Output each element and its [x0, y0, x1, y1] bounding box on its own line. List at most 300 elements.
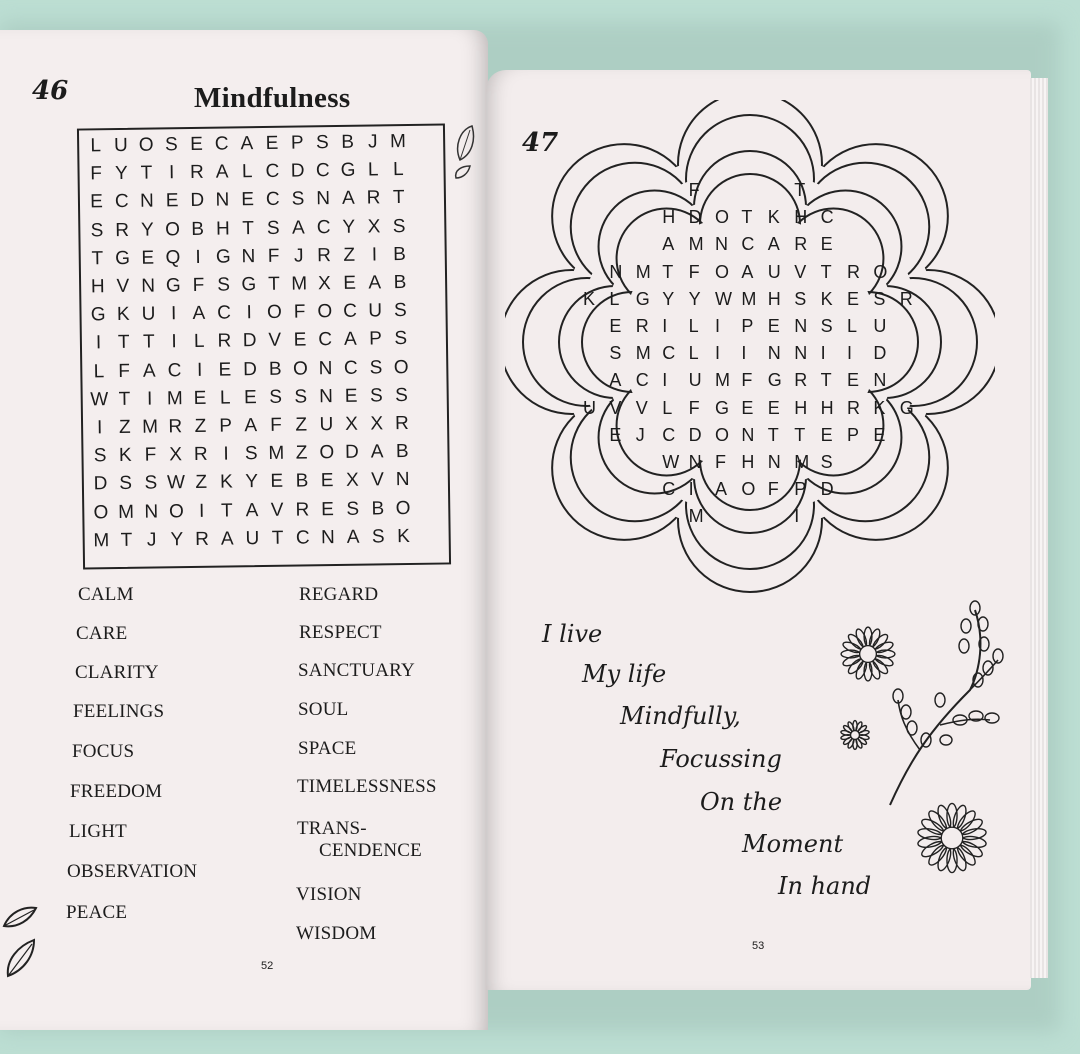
grid-letter: L	[367, 159, 379, 181]
grid-letter: E	[321, 498, 335, 520]
flower-letter: K	[583, 288, 596, 309]
word-list-item: PEACE	[66, 902, 128, 923]
grid-letter: E	[141, 247, 155, 269]
grid-letter: S	[291, 188, 305, 210]
grid-letter: D	[243, 358, 258, 380]
grid-letter: F	[267, 245, 280, 267]
flower-letter: S	[794, 288, 807, 309]
flower-letter: D	[688, 207, 702, 228]
grid-letter: T	[140, 162, 153, 184]
flower-letter: R	[847, 261, 860, 282]
flower-letter: N	[873, 370, 887, 391]
grid-letter: W	[166, 472, 186, 494]
grid-letter: T	[117, 332, 130, 354]
grid-letter: E	[344, 385, 358, 407]
grid-letter: L	[90, 135, 102, 157]
grid-letter: I	[223, 443, 229, 465]
grid-letter: Y	[170, 528, 184, 551]
grid-letter: K	[397, 525, 410, 547]
grid-letter: G	[340, 159, 356, 182]
grid-letter: L	[392, 159, 404, 181]
flower-letter: C	[662, 424, 676, 445]
grid-letter: N	[395, 469, 410, 491]
grid-letter: I	[168, 162, 175, 184]
flower-letter: N	[794, 343, 808, 364]
grid-letter: S	[371, 526, 385, 548]
flower-letter: D	[688, 424, 702, 445]
grid-letter: C	[316, 216, 331, 238]
grid-letter: H	[90, 276, 105, 298]
grid-letter: S	[393, 300, 407, 322]
grid-letter: V	[270, 499, 284, 521]
word-list-item: FREEDOM	[70, 781, 163, 802]
grid-letter: X	[345, 470, 359, 492]
grid-letter: S	[164, 134, 178, 156]
grid-letter: C	[318, 329, 333, 351]
grid-letter: A	[192, 303, 206, 325]
grid-letter: O	[317, 301, 333, 323]
grid-letter: T	[91, 248, 104, 270]
word-list-item: FEELINGS	[73, 701, 165, 722]
grid-letter: M	[142, 416, 159, 438]
grid-letter: E	[265, 132, 279, 154]
grid-letter: C	[295, 527, 310, 549]
flower-letter: M	[715, 370, 730, 391]
grid-row	[85, 270, 413, 301]
grid-letter: B	[393, 272, 407, 294]
grid-letter: T	[271, 527, 284, 549]
grid-letter: Y	[114, 163, 128, 185]
flower-letter: F	[741, 370, 753, 391]
grid-letter: S	[369, 356, 383, 379]
grid-letter: T	[392, 187, 405, 209]
flower-letter: H	[794, 397, 808, 418]
flower-letter: F	[715, 452, 726, 472]
flower-letter: E	[847, 370, 860, 391]
flower-letter: A	[767, 234, 780, 255]
grid-letter: O	[393, 356, 409, 378]
grid-letter: R	[189, 162, 204, 184]
flower-letter: K	[873, 397, 886, 418]
flower-letter: L	[688, 316, 699, 336]
word-list-item: WISDOM	[296, 923, 377, 944]
grid-letter: T	[120, 529, 133, 551]
grid-letter: L	[219, 387, 231, 409]
flower-letter: N	[715, 234, 728, 255]
grid-letter: M	[268, 442, 285, 465]
flower-letter: R	[899, 288, 913, 309]
flower-letter: L	[688, 343, 699, 364]
flower-letter: P	[847, 424, 860, 445]
grid-letter: K	[219, 471, 233, 494]
poem-line: Focussing	[660, 745, 782, 773]
grid-letter: Y	[245, 471, 259, 493]
grid-letter: B	[191, 218, 205, 240]
grid-letter: A	[291, 217, 305, 239]
grid-letter: S	[266, 217, 280, 239]
grid-row	[85, 242, 413, 273]
grid-letter: D	[242, 330, 257, 352]
grid-letter: G	[90, 304, 106, 326]
grid-letter: R	[295, 498, 310, 521]
grid-letter: J	[293, 245, 304, 267]
grid-letter: A	[368, 272, 382, 294]
grid-letter: M	[93, 529, 110, 552]
grid-letter: F	[192, 274, 205, 296]
grid-letter: S	[294, 386, 308, 408]
flower-letter: N	[688, 452, 702, 472]
flower-letter: T	[794, 424, 806, 445]
grid-letter: O	[138, 134, 154, 156]
poem-line: Mindfully,	[620, 702, 741, 730]
puzzle-number-left: 46	[32, 76, 69, 106]
flower-letter: L	[609, 288, 620, 309]
grid-letter: E	[193, 387, 207, 409]
grid-letter: S	[90, 219, 104, 242]
grid-row	[88, 495, 416, 526]
flower-letter: I	[688, 479, 694, 500]
grid-letter: N	[141, 275, 156, 297]
flower-letter: L	[662, 397, 673, 418]
grid-row	[87, 439, 415, 470]
flower-letter: E	[820, 424, 833, 445]
grid-letter: Z	[343, 244, 356, 266]
grid-letter: Q	[165, 246, 181, 269]
flower-puzzle-outline	[505, 100, 995, 600]
flower-letter: E	[609, 316, 622, 336]
grid-letter: E	[190, 133, 204, 156]
word-list-item: TRANS-	[297, 818, 367, 839]
grid-letter: C	[167, 359, 182, 381]
grid-row	[89, 524, 417, 555]
grid-letter: E	[270, 471, 284, 493]
flower-letter: M	[688, 506, 704, 527]
grid-letter: R	[217, 330, 232, 353]
flower-letter: U	[767, 261, 781, 282]
grid-letter: R	[394, 412, 409, 435]
grid-letter: N	[139, 190, 154, 213]
poem-line: I live	[542, 620, 603, 648]
grid-letter: D	[290, 160, 305, 182]
grid-letter: O	[164, 218, 181, 240]
flower-letter: Y	[662, 288, 675, 309]
grid-row	[83, 157, 411, 188]
leaf-icon	[452, 122, 482, 182]
flower-letter: K	[820, 288, 833, 309]
grid-row	[83, 129, 411, 160]
page-number-right: 53	[752, 940, 765, 952]
flower-letter: F	[688, 261, 700, 282]
grid-letter: N	[318, 385, 333, 408]
grid-letter: X	[367, 215, 381, 238]
page-edges	[1030, 78, 1048, 978]
word-list-item: CALM	[78, 584, 134, 605]
grid-letter: U	[319, 414, 334, 436]
flower-letter: I	[715, 316, 721, 336]
flower-letter: I	[715, 343, 721, 364]
flower-letter: M	[635, 343, 651, 364]
grid-letter: O	[266, 301, 282, 324]
grid-letter: L	[93, 360, 105, 382]
flower-letter: E	[847, 288, 860, 309]
grid-letter: E	[343, 272, 357, 294]
flower-letter: I	[662, 370, 668, 391]
grid-letter: C	[217, 302, 232, 324]
grid-letter: T	[118, 388, 131, 410]
flower-letter: A	[662, 234, 675, 255]
flower-letter: I	[741, 343, 747, 364]
flower-letter: G	[715, 397, 730, 418]
grid-letter: A	[343, 329, 357, 351]
grid-letter: I	[171, 331, 177, 353]
grid-letter: A	[370, 441, 384, 463]
grid-row	[84, 214, 412, 245]
grid-letter: N	[316, 188, 331, 210]
grid-letter: E	[293, 329, 307, 351]
grid-letter: F	[270, 414, 282, 436]
page-number-left: 52	[261, 960, 274, 972]
page-title: Mindfulness	[194, 82, 351, 114]
flower-letter: T	[820, 370, 832, 391]
grid-letter: A	[341, 188, 355, 210]
flower-letter: C	[662, 343, 676, 364]
grid-letter: L	[241, 161, 253, 183]
flower-letter: C	[741, 234, 755, 255]
word-search-grid	[77, 123, 451, 569]
flower-letter: W	[715, 288, 732, 309]
grid-row	[85, 298, 413, 329]
grid-letter: S	[395, 384, 409, 406]
grid-letter: I	[170, 303, 177, 325]
grid-letter: V	[371, 469, 385, 491]
grid-letter: E	[243, 386, 257, 409]
flower-letter: G	[767, 370, 782, 391]
grid-letter: J	[367, 131, 378, 153]
grid-letter: R	[195, 528, 210, 550]
grid-letter: S	[392, 215, 406, 237]
grid-letter: N	[318, 357, 333, 379]
poem-line: In hand	[778, 872, 872, 900]
grid-letter: B	[341, 131, 355, 153]
flower-letter: N	[609, 261, 623, 282]
grid-letter: B	[371, 497, 385, 520]
grid-letter: V	[268, 330, 282, 352]
grid-letter: N	[320, 526, 335, 549]
flower-letter: H	[741, 452, 755, 472]
grid-letter: L	[193, 331, 205, 353]
word-list-item: RESPECT	[299, 622, 382, 643]
grid-row	[87, 383, 415, 414]
grid-letter: D	[190, 190, 205, 212]
poem-line: On the	[700, 788, 783, 816]
grid-letter: C	[114, 191, 129, 213]
flower-letter: I	[794, 506, 800, 527]
grid-letter: G	[165, 275, 181, 297]
flower-letter: T	[662, 261, 674, 282]
grid-letter: E	[320, 470, 334, 492]
flower-letter: H	[820, 397, 834, 418]
flower-letter: S	[820, 316, 833, 336]
grid-letter: I	[195, 246, 201, 268]
flower-letter: O	[715, 424, 730, 445]
grid-letter: I	[246, 302, 253, 324]
flower-letter: G	[899, 397, 914, 418]
flower-letter: C	[820, 207, 834, 228]
grid-letter: I	[96, 417, 103, 439]
flower-letter: R	[794, 370, 808, 391]
grid-letter: X	[370, 413, 384, 435]
grid-letter: M	[166, 387, 183, 410]
flower-letter: T	[741, 207, 753, 228]
grid-letter: O	[168, 500, 184, 522]
flower-letter: H	[662, 207, 676, 228]
poem-line: My life	[582, 660, 667, 688]
grid-row	[86, 326, 414, 357]
flower-letter: O	[741, 479, 756, 500]
flower-letter: I	[847, 343, 853, 364]
grid-row	[84, 185, 412, 216]
grid-letter: A	[215, 161, 229, 183]
flower-letter: M	[741, 288, 757, 309]
flower-letter: M	[635, 261, 651, 282]
grid-letter: T	[268, 273, 280, 295]
flower-letter: E	[609, 424, 622, 445]
flower-letter: H	[767, 288, 781, 309]
flower-letter: O	[873, 261, 888, 282]
grid-letter: T	[142, 331, 155, 354]
grid-letter: H	[215, 218, 230, 240]
flower-letter: U	[583, 397, 596, 418]
word-list-item: SPACE	[298, 738, 357, 759]
flower-letter: V	[794, 261, 807, 282]
flower-letter: E	[741, 397, 754, 418]
flower-letter: E	[767, 316, 780, 336]
grid-letter: X	[317, 273, 331, 295]
grid-letter: G	[215, 246, 231, 268]
flower-letter: L	[847, 316, 858, 336]
flower-letter: M	[794, 452, 810, 472]
grid-letter: J	[146, 529, 157, 551]
grid-letter: N	[241, 245, 256, 268]
grid-letter: I	[198, 500, 205, 522]
flower-letter: F	[688, 180, 700, 200]
word-list-item: REGARD	[299, 584, 379, 605]
flower-letter: A	[715, 479, 728, 500]
grid-letter: M	[118, 501, 135, 523]
grid-letter: C	[342, 300, 357, 323]
grid-letter: T	[220, 500, 233, 522]
grid-letter: S	[394, 328, 408, 350]
branch-icon	[880, 600, 1010, 810]
grid-letter: S	[93, 445, 107, 467]
flower-letter: G	[635, 288, 650, 309]
flower-letter: S	[873, 288, 886, 309]
flower-letter: A	[741, 261, 754, 282]
flower-letter: I	[820, 343, 826, 364]
flower-letter: H	[794, 207, 808, 228]
grid-letter: C	[265, 189, 280, 211]
word-list-item: OBSERVATION	[67, 861, 198, 882]
flower-letter: R	[847, 397, 860, 418]
grid-letter: X	[169, 444, 183, 466]
grid-letter: X	[345, 413, 359, 435]
grid-letter: A	[142, 360, 156, 382]
grid-letter: R	[115, 219, 130, 241]
grid-letter: F	[293, 301, 306, 323]
grid-letter: I	[146, 388, 153, 410]
flower-letter: D	[873, 343, 887, 364]
grid-letter: Y	[140, 219, 154, 241]
word-list-item: CARE	[76, 623, 128, 644]
flower-letter: P	[794, 479, 807, 500]
word-list-item: LIGHT	[69, 821, 127, 842]
grid-letter: S	[269, 386, 283, 408]
flower-letter: N	[767, 452, 781, 472]
flower-letter: Y	[688, 288, 701, 309]
grid-letter: B	[395, 441, 409, 463]
flower-letter: F	[767, 479, 779, 500]
flower-letter: A	[609, 370, 622, 391]
grid-letter: K	[118, 445, 132, 467]
grid-letter: M	[389, 130, 407, 153]
grid-letter: G	[241, 274, 257, 296]
grid-letter: O	[292, 357, 308, 380]
flower-letter: U	[873, 316, 887, 336]
grid-letter: U	[141, 303, 156, 325]
flower-letter: O	[715, 207, 730, 228]
flower-letter: S	[609, 343, 622, 364]
grid-letter: W	[90, 388, 109, 411]
grid-letter: P	[219, 415, 233, 437]
grid-letter: S	[369, 385, 383, 407]
grid-letter: G	[114, 247, 131, 269]
grid-letter: O	[319, 442, 335, 464]
grid-letter: I	[196, 359, 203, 381]
daisy-icon	[838, 718, 872, 752]
grid-letter: B	[268, 358, 282, 380]
grid-letter: Z	[195, 472, 208, 494]
grid-letter: A	[346, 526, 360, 548]
grid-letter: O	[93, 501, 109, 523]
flower-letter: N	[794, 316, 808, 336]
grid-letter: F	[90, 163, 103, 185]
grid-row	[87, 411, 415, 442]
leaf-icon	[0, 900, 44, 980]
grid-row	[88, 467, 416, 498]
grid-letter: E	[165, 190, 179, 212]
grid-letter: F	[118, 360, 131, 382]
grid-letter: S	[217, 274, 231, 296]
grid-letter: R	[366, 187, 381, 209]
grid-letter: T	[242, 217, 255, 239]
grid-letter: C	[343, 357, 358, 379]
grid-letter: D	[93, 473, 108, 495]
word-list-item: FOCUS	[72, 741, 135, 762]
word-list-item: SANCTUARY	[298, 660, 415, 681]
grid-letter: U	[113, 134, 128, 157]
grid-letter: Z	[194, 415, 207, 437]
grid-letter: I	[95, 332, 102, 354]
word-list-item: TIMELESSNESS	[297, 776, 437, 797]
grid-letter: E	[241, 189, 255, 211]
flower-letter: R	[794, 234, 808, 255]
grid-letter: A	[220, 528, 234, 550]
grid-letter: R	[168, 416, 183, 438]
flower-letter: M	[688, 234, 704, 255]
grid-letter: B	[295, 470, 309, 492]
grid-letter: U	[368, 300, 383, 322]
puzzle-number-right: 47	[522, 128, 559, 158]
